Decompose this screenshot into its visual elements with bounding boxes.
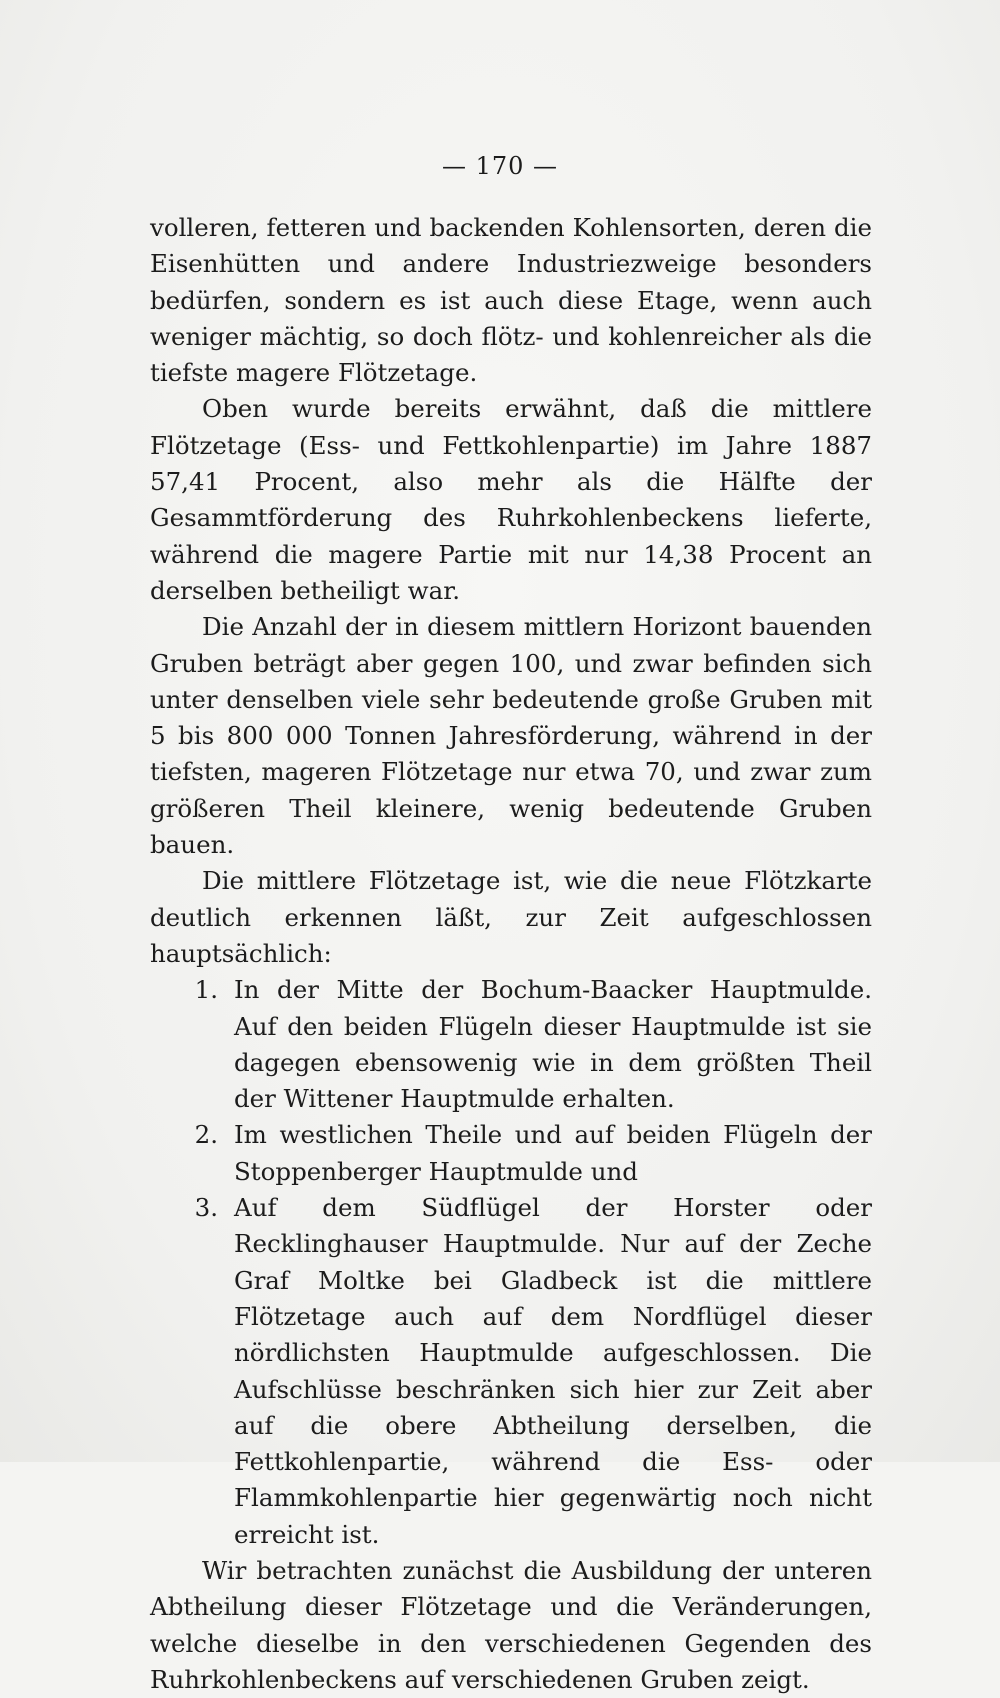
list-text: In der Mitte der Bochum-Baacker Hauptmulde. Auf den beiden Flügeln dieser Hauptmulde ist sie dagegen ebensowenig wie in dem größten Theil der Wittener Hauptmulde erhalten.: [234, 975, 872, 1114]
list-text: Im westlichen Theile und auf beiden Flügeln der Stoppenberger Hauptmulde und: [234, 1120, 872, 1186]
paragraph-2: Oben wurde bereits erwähnt, daß die mittlere Flötzetage (Ess- und Fettkohlenpartie) im Jahre 1887 57,41 Procent, also mehr als die Hälfte der Gesammtförderung des Ruhrkohlenbeckens lieferte, während die magere Partie mit nur 14,38 Procent an derselben betheiligt war.: [150, 394, 872, 605]
list-number: 2.: [194, 1120, 218, 1150]
paragraph-5: Wir betrachten zunächst die Ausbildung der unteren Abtheilung dieser Flötzetage und die Veränderungen, welche dieselbe in den verschiedenen Gegenden des Ruhrkohlenbeckens auf verschiedenen Gruben zeigt.: [150, 1555, 872, 1694]
list-number: 3.: [194, 1193, 218, 1223]
page-body: [150, 210, 872, 1698]
page-number: — 170 —: [441, 152, 559, 180]
list-text: Auf dem Südflügel der Horster oder Recklinghauser Hauptmulde. Nur auf der Zeche Graf Moltke bei Gladbeck ist die mittlere Flötzetage auch auf dem Nordflügel dieser nördlichsten Hauptmulde aufgeschlossen. Die Aufschlüsse beschränken sich hier zur Zeit aber auf die obere Abtheilung derselben, die Fettkohlenpartie, während die Ess- oder Flammkohlenpartie hier gegenwärtig noch nicht erreicht ist.: [234, 1193, 872, 1549]
paragraph-4: Die mittlere Flötzetage ist, wie die neue Flötzkarte deutlich erkennen läßt, zur Zeit aufgeschlossen hauptsächlich:: [150, 866, 872, 968]
list-item: [150, 1190, 872, 1553]
paragraph-1: volleren, fetteren und backenden Kohlensorten, deren die Eisenhütten und andere Industriezweige besonders bedürfen, sondern es ist auch diese Etage, wenn auch weniger mächtig, so doch flötz- und kohlenreicher als die tiefste magere Flötzetage.: [150, 213, 872, 388]
list-item: [150, 972, 872, 1117]
paragraph-3: Die Anzahl der in diesem mittlern Horizont bauenden Gruben beträgt aber gegen 100, und zwar befinden sich unter denselben viele sehr bedeutende große Gruben mit 5 bis 800 000 Tonnen Jahresförderung, während in der tiefsten, mageren Flötzetage nur etwa 70, und zwar zum größeren Theil kleinere, wenig bedeutende Gruben bauen.: [150, 612, 872, 860]
list-number: 1.: [194, 975, 218, 1005]
list-item: [150, 1117, 872, 1190]
